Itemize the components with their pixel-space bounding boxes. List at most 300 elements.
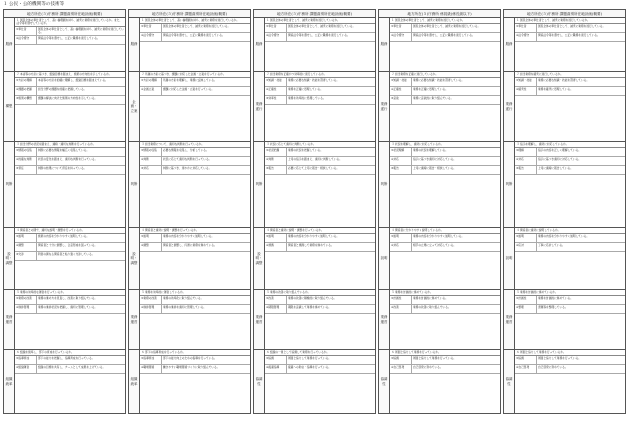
section-spacer bbox=[140, 252, 250, 289]
criterion-key: ②自己啓発 bbox=[515, 365, 537, 373]
evaluation-section bbox=[503, 72, 626, 142]
criterion-row bbox=[515, 234, 625, 243]
criterion-row bbox=[15, 36, 125, 45]
criterion-text: 必要に応じて上司に報告・相談している。 bbox=[288, 166, 340, 170]
section-body bbox=[390, 18, 500, 71]
criterion-text: 必要な情報を収集し、分析している。 bbox=[163, 148, 209, 152]
criterion-text: 業務の進め方を見直し、改善に取り組んでいる。 bbox=[38, 296, 98, 300]
section-spacer bbox=[140, 314, 250, 349]
section-label: 構想 bbox=[4, 72, 15, 141]
criterion-key: ③報告 bbox=[390, 166, 412, 174]
criterion-row bbox=[265, 87, 375, 96]
criterion-key: ①計画性 bbox=[515, 296, 537, 304]
criterion-key: ②法令遵守 bbox=[140, 33, 162, 41]
section-label: 判断 bbox=[129, 142, 140, 227]
criterion-text: 上司に適時に報告・相談している。 bbox=[413, 166, 456, 170]
section-label: 説明・調整 bbox=[4, 228, 15, 289]
criterion-key: ①業務の改善 bbox=[15, 296, 37, 304]
section-label: 判断 bbox=[504, 142, 515, 227]
criterion-text: 丁寧に応対している。 bbox=[538, 243, 565, 247]
section-spacer bbox=[265, 314, 375, 349]
criterion-text: 関係法令等を遵守し、公正に職務を遂行している。 bbox=[538, 33, 600, 37]
section-body bbox=[515, 228, 625, 289]
section-criterion: ３ 状況に応じて適切に判断しているか。 bbox=[265, 142, 375, 148]
section-spacer bbox=[390, 175, 500, 227]
section-label: 判断 bbox=[254, 142, 265, 227]
criterion-text: 業務の内容を分かりやすく説明している。 bbox=[538, 234, 590, 238]
section-spacer bbox=[15, 374, 125, 413]
section-body bbox=[15, 228, 125, 289]
criterion-text: 業務の内容を分かりやすく説明している。 bbox=[288, 234, 340, 238]
section-criterion: １ 国民全体の奉仕者として、誠実に業務を遂行しているか。 bbox=[390, 18, 500, 24]
criterion-key: ②法令遵守 bbox=[265, 33, 287, 41]
section-body bbox=[15, 350, 125, 413]
evaluation-section bbox=[378, 72, 501, 142]
criterion-key: ①協調 bbox=[265, 356, 287, 364]
criterion-key: ③意欲 bbox=[390, 96, 412, 104]
section-criterion: ４ 関係者と適切に説明・調整を行っているか。 bbox=[265, 228, 375, 234]
section-label: 業務運営 bbox=[129, 290, 140, 349]
criterion-text: 関係法令等を遵守し、公正に職務を遂行している。 bbox=[288, 33, 350, 37]
criterion-key: ①計画性 bbox=[390, 296, 412, 304]
evaluation-section bbox=[378, 18, 501, 72]
criterion-text: 国民全体の奉仕者として、誠実に業務を遂行している。 bbox=[538, 24, 606, 28]
section-label: 服務 bbox=[4, 18, 15, 71]
criterion-key: ②確実性 bbox=[515, 87, 537, 95]
section-criterion: ６ 組織を統率し、部下の育成を行っているか。 bbox=[15, 350, 125, 356]
section-criterion: １ 国民全体の奉仕者として、誠実に業務を遂行しているか。 bbox=[265, 18, 375, 24]
criterion-row bbox=[265, 296, 375, 305]
criterion-row bbox=[390, 87, 500, 96]
criterion-row bbox=[515, 157, 625, 166]
criterion-row bbox=[515, 365, 625, 374]
criterion-text: 業務の状況を把握している。 bbox=[288, 148, 323, 152]
section-spacer bbox=[15, 175, 125, 227]
criterion-key: ②応対 bbox=[515, 243, 537, 251]
section-label: 説明・調整 bbox=[254, 228, 265, 289]
criterion-row bbox=[390, 24, 500, 33]
criterion-row bbox=[15, 157, 125, 166]
criterion-key: ②調整 bbox=[15, 243, 37, 251]
criterion-row bbox=[265, 148, 375, 157]
criterion-text: 業務の進捗を適切に管理している。 bbox=[163, 305, 206, 309]
grade-column bbox=[503, 9, 626, 414]
criterion-row bbox=[390, 356, 500, 365]
evaluation-section bbox=[253, 350, 376, 414]
criterion-text: 業務を正確に処理している。 bbox=[288, 87, 323, 91]
section-spacer bbox=[15, 314, 125, 349]
criterion-key: ②判断 bbox=[265, 157, 287, 165]
criterion-row bbox=[515, 243, 625, 252]
section-spacer bbox=[15, 261, 125, 289]
section-spacer bbox=[265, 374, 375, 413]
criterion-text: 部下の能力を把握し、指導育成を行っている。 bbox=[38, 356, 95, 360]
criterion-key: ①指導育成 bbox=[15, 356, 37, 364]
section-criterion: ３ 状況を理解し、適切に対応しているか。 bbox=[390, 142, 500, 148]
criterion-text: 関係者と連携して業務を進めている。 bbox=[288, 243, 334, 247]
criterion-key: ①奉仕者 bbox=[140, 24, 162, 32]
criterion-key: ②組織運営 bbox=[15, 365, 37, 373]
criterion-key: ③責任 bbox=[15, 166, 37, 174]
section-spacer bbox=[515, 96, 625, 141]
section-spacer bbox=[515, 374, 625, 413]
criterion-row bbox=[265, 166, 375, 175]
section-label: 服務 bbox=[379, 18, 390, 71]
evaluation-section bbox=[128, 290, 251, 350]
criterion-key: ②自己啓発 bbox=[390, 365, 412, 373]
criterion-row bbox=[515, 87, 625, 96]
criterion-key: ①状況理解 bbox=[390, 148, 412, 156]
section-body bbox=[140, 350, 250, 413]
criterion-text: 相手の立場に立って対応している。 bbox=[413, 243, 456, 247]
criterion-key: ①奉仕者 bbox=[390, 24, 412, 32]
criterion-row bbox=[515, 78, 625, 87]
criterion-text: 業務の内容を分かりやすく説明している。 bbox=[413, 234, 465, 238]
criterion-row bbox=[15, 87, 125, 96]
criterion-row bbox=[390, 148, 500, 157]
criterion-text: 施策の内容を分かりやすく説明している。 bbox=[38, 234, 90, 238]
evaluation-section bbox=[3, 142, 126, 228]
section-label: 企画・立案 bbox=[129, 72, 140, 141]
column-header: 地方所在(５)庁務所 課題曲別所在地計画(概要) bbox=[3, 9, 126, 18]
evaluation-section bbox=[253, 290, 376, 350]
criterion-key: ③施策の構想 bbox=[15, 96, 37, 104]
criterion-row bbox=[15, 252, 125, 261]
section-body bbox=[265, 228, 375, 289]
section-body bbox=[140, 290, 250, 349]
criterion-row bbox=[265, 24, 375, 33]
section-spacer bbox=[390, 105, 500, 141]
evaluation-section bbox=[3, 350, 126, 414]
criterion-row bbox=[140, 33, 250, 42]
section-spacer bbox=[515, 175, 625, 227]
criterion-row bbox=[515, 24, 625, 33]
evaluation-section bbox=[253, 228, 376, 290]
evaluation-section bbox=[378, 290, 501, 350]
section-spacer bbox=[265, 252, 375, 289]
grade-column bbox=[378, 9, 501, 414]
section-label: 業務運営 bbox=[379, 290, 390, 349]
criterion-text: 業務を計画的に進めている。 bbox=[538, 296, 573, 300]
criterion-row bbox=[140, 356, 250, 365]
criterion-key: ②正確性 bbox=[390, 87, 412, 95]
criterion-text: 本省等の方針を的確に理解し、組織目標を踏まえている。 bbox=[38, 78, 108, 82]
criterion-row bbox=[515, 148, 625, 157]
criterion-text: 国民全体の奉仕者として、誠実に業務を遂行している。 bbox=[163, 24, 231, 28]
section-label: 説明 bbox=[379, 228, 390, 289]
section-body bbox=[515, 72, 625, 141]
criterion-key: ②職場環境 bbox=[140, 365, 162, 373]
criterion-row bbox=[140, 305, 250, 314]
section-body bbox=[390, 142, 500, 227]
criterion-text: 状況に応じて適切な判断を行っている。 bbox=[163, 157, 212, 161]
criterion-text: 関係者と調整し、円滑に業務を進めている。 bbox=[163, 243, 217, 247]
section-body bbox=[515, 290, 625, 349]
criterion-text: 業務を計画的に進めている。 bbox=[413, 296, 448, 300]
criterion-text: 関係者と十分に調整し、合意形成を図っている。 bbox=[38, 243, 98, 247]
criterion-row bbox=[390, 234, 500, 243]
criterion-row bbox=[265, 96, 375, 105]
section-body bbox=[140, 228, 250, 289]
criterion-key: ②調整 bbox=[140, 243, 162, 251]
criterion-text: 関係法令等を遵守し、公正に職務を遂行している。 bbox=[413, 33, 475, 37]
criterion-row bbox=[515, 305, 625, 314]
criterion-text: 業務に意欲的に取り組んでいる。 bbox=[413, 96, 454, 100]
criterion-text: 上司に適時に報告している。 bbox=[538, 166, 573, 170]
criterion-key: ②後輩指導 bbox=[265, 365, 287, 373]
section-criterion: ３ 担当業務について、適切な判断を行っているか。 bbox=[140, 142, 250, 148]
criterion-key: ①方針の理解 bbox=[140, 78, 162, 86]
criterion-text: 後輩への助言・指導を行っている。 bbox=[288, 365, 331, 369]
section-spacer bbox=[515, 314, 625, 349]
criterion-key: ②判断 bbox=[140, 157, 162, 165]
grade-column bbox=[128, 9, 251, 414]
section-criterion: ５ 業務の改善に取り組んでいるか。 bbox=[265, 290, 375, 296]
evaluation-section bbox=[503, 290, 626, 350]
criterion-row bbox=[15, 296, 125, 305]
criterion-text: 関係法令等を遵守し、公正に職務を遂行している。 bbox=[38, 36, 100, 41]
section-spacer bbox=[15, 105, 125, 141]
criterion-row bbox=[15, 166, 125, 175]
criterion-text: 周囲と協力して業務を行っている。 bbox=[288, 356, 331, 360]
criterion-text: 状況の変化を踏まえ、適切な判断を行っている。 bbox=[38, 157, 98, 161]
column-header: 地方所在(５)庁務所 課題曲別所在地計画(概要) bbox=[503, 9, 626, 18]
criterion-text: 業務の改善に積極的に取り組んでいる。 bbox=[288, 296, 337, 300]
section-body bbox=[265, 18, 375, 71]
section-criterion: ２ 担当業務を正確に遂行しているか。 bbox=[390, 72, 500, 78]
section-label: 協調性 bbox=[504, 350, 515, 413]
criterion-key: ①改善 bbox=[265, 296, 287, 304]
section-criterion: ５ 業務の効率的な運営を行っているか。 bbox=[15, 290, 125, 296]
criterion-key: ②進捗管理 bbox=[140, 305, 162, 313]
criterion-key: ②整理 bbox=[515, 305, 537, 313]
criterion-row bbox=[515, 33, 625, 42]
criterion-row bbox=[15, 305, 125, 314]
section-body bbox=[515, 18, 625, 71]
criterion-row bbox=[390, 33, 500, 42]
section-spacer bbox=[515, 252, 625, 289]
criterion-key: ②対応 bbox=[390, 157, 412, 165]
section-spacer bbox=[265, 42, 375, 71]
evaluation-section bbox=[128, 228, 251, 290]
criterion-key: ②対応 bbox=[515, 157, 537, 165]
criterion-key: ②法令遵守 bbox=[390, 33, 412, 41]
section-criterion: ３ 指示を理解し、適切に対応しているか。 bbox=[515, 142, 625, 148]
criterion-key: ①奉仕者 bbox=[515, 24, 537, 32]
criterion-key: ②法令遵守 bbox=[15, 36, 37, 44]
evaluation-section bbox=[253, 142, 376, 228]
criterion-row bbox=[140, 296, 250, 305]
criterion-key: ①情報の収集 bbox=[15, 148, 37, 156]
evaluation-section bbox=[253, 72, 376, 142]
section-criterion: ２ 本省等の方針に基づき、組織目標を踏まえ、施策の方向性を示しているか。 bbox=[15, 72, 125, 78]
criterion-text: 業務の効率化に取り組んでいる。 bbox=[163, 296, 204, 300]
section-label: 説明・調整 bbox=[129, 228, 140, 289]
evaluation-section bbox=[503, 142, 626, 228]
criterion-row bbox=[140, 234, 250, 243]
section-criterion: ４ 関係者に分かりやすく説明しているか。 bbox=[390, 228, 500, 234]
criterion-key: ①説明 bbox=[140, 234, 162, 242]
criterion-text: 国民全体の奉仕者として、高い倫理観を持ち、誠実に業務を遂行している。 bbox=[38, 27, 124, 35]
section-criterion: ４ 関係者と適切に説明・調整を行っているか。 bbox=[140, 228, 250, 234]
criterion-row bbox=[140, 87, 250, 96]
section-criterion: ２ 担当業務を確実に遂行しているか。 bbox=[515, 72, 625, 78]
section-criterion: ４ 関係者に適切に説明しているか。 bbox=[515, 228, 625, 234]
page-heading: １ 公民・公的機関等の技術等 bbox=[3, 2, 65, 7]
section-criterion: ６ 部下の指導育成を行っているか。 bbox=[140, 350, 250, 356]
criterion-key: ③報告 bbox=[265, 166, 287, 174]
section-body bbox=[390, 228, 500, 289]
section-body bbox=[265, 142, 375, 227]
section-body bbox=[15, 142, 125, 227]
section-body bbox=[15, 18, 125, 71]
section-spacer bbox=[140, 42, 250, 71]
criterion-text: 指示に基づき適切に対応している。 bbox=[413, 157, 456, 161]
evaluation-section bbox=[378, 142, 501, 228]
criterion-key: ①奉仕者 bbox=[265, 24, 287, 32]
criterion-text: 課題に対応した企画・立案を行っている。 bbox=[163, 87, 215, 91]
criterion-row bbox=[265, 234, 375, 243]
section-body bbox=[390, 290, 500, 349]
section-spacer bbox=[15, 45, 125, 71]
criterion-row bbox=[15, 78, 125, 87]
section-body bbox=[265, 290, 375, 349]
section-criterion: ４ 関係者との間で、適切な説明・調整を行っているか。 bbox=[15, 228, 125, 234]
criterion-key: ②期限管理 bbox=[265, 305, 287, 313]
criterion-row bbox=[265, 305, 375, 314]
criterion-row bbox=[515, 356, 625, 365]
criterion-row bbox=[265, 157, 375, 166]
criterion-text: 業務に必要な知識・技能を習得している。 bbox=[413, 78, 465, 82]
criterion-row bbox=[390, 157, 500, 166]
criterion-row bbox=[390, 78, 500, 87]
section-spacer bbox=[265, 175, 375, 227]
criterion-key: ③報告 bbox=[515, 166, 537, 174]
criterion-row bbox=[140, 24, 250, 33]
criterion-row bbox=[390, 305, 500, 314]
criterion-key: ①説明 bbox=[390, 234, 412, 242]
criterion-row bbox=[390, 243, 500, 252]
evaluation-section bbox=[128, 18, 251, 72]
criterion-text: 業務の進捗状況を把握し、適切に管理している。 bbox=[38, 305, 98, 309]
column-header: 地方所在(５)庁務所 課題曲別所在地計画(概要) bbox=[128, 9, 251, 18]
criterion-row bbox=[265, 243, 375, 252]
section-label: 業務遂行 bbox=[504, 72, 515, 141]
criterion-key: ③交渉 bbox=[15, 252, 37, 260]
section-body bbox=[390, 72, 500, 141]
section-criterion: ５ 業務を計画的に進めているか。 bbox=[515, 290, 625, 296]
criterion-text: 担当分野の課題を的確に把握している。 bbox=[38, 87, 87, 91]
criterion-text: 書類等を整理している。 bbox=[538, 305, 568, 309]
criterion-key: ②課題の把握 bbox=[15, 87, 37, 95]
criterion-row bbox=[265, 356, 375, 365]
section-spacer bbox=[390, 374, 500, 413]
evaluation-section bbox=[128, 72, 251, 142]
section-criterion: ６ 組織の一員として協調して業務を行っているか。 bbox=[265, 350, 375, 356]
criterion-row bbox=[390, 96, 500, 105]
evaluation-section bbox=[128, 142, 251, 228]
section-label: 判断 bbox=[4, 142, 15, 227]
section-spacer bbox=[390, 252, 500, 289]
evaluation-section bbox=[253, 18, 376, 72]
criterion-text: 課題の解決に向けた施策の方向性を示している。 bbox=[38, 96, 98, 100]
criterion-key: ①知識・技能 bbox=[515, 78, 537, 86]
grade-column bbox=[3, 9, 126, 414]
section-label: 業務遂行 bbox=[254, 72, 265, 141]
section-label: 服務 bbox=[504, 18, 515, 71]
section-label: 業務遂行 bbox=[379, 72, 390, 141]
section-spacer bbox=[515, 42, 625, 71]
criterion-key: ②改善 bbox=[390, 305, 412, 313]
criterion-row bbox=[140, 78, 250, 87]
criterion-text: 国民全体の奉仕者として、誠実に業務を遂行している。 bbox=[413, 24, 481, 28]
section-label: 協調性 bbox=[254, 350, 265, 413]
section-criterion: ２ 所属の方針に基づき、課題に対応した企画・立案を行っているか。 bbox=[140, 72, 250, 78]
criterion-text: 判断に必要な情報を幅広く収集している。 bbox=[38, 148, 90, 152]
evaluation-section bbox=[503, 350, 626, 414]
evaluation-section bbox=[378, 228, 501, 290]
criterion-text: 業務の改善に取り組んでいる。 bbox=[413, 305, 451, 309]
criterion-row bbox=[140, 365, 250, 374]
criterion-text: 期限を意識して業務を進めている。 bbox=[288, 305, 331, 309]
column-header: 地方所在(５)庁務所 係員級(係長級以下) bbox=[378, 9, 501, 18]
section-body bbox=[515, 350, 625, 413]
section-body bbox=[15, 72, 125, 141]
criterion-key: ②進捗管理 bbox=[15, 305, 37, 313]
criterion-key: ③対応 bbox=[140, 166, 162, 174]
criterion-key: ②対応 bbox=[390, 243, 412, 251]
section-label: 組織統率 bbox=[129, 350, 140, 413]
criterion-text: 所属の方針を理解し、業務に反映している。 bbox=[163, 78, 217, 82]
criterion-text: 働きやすい職場環境づくりに取り組んでいる。 bbox=[163, 365, 220, 369]
section-criterion: １ 国民全体の奉仕者として、誠実に業務を遂行しているか。 bbox=[515, 18, 625, 24]
section-body bbox=[15, 290, 125, 349]
criterion-row bbox=[265, 78, 375, 87]
section-body bbox=[140, 18, 250, 71]
criterion-key: ①情報の収集 bbox=[140, 148, 162, 156]
section-spacer bbox=[140, 175, 250, 227]
criterion-row bbox=[15, 365, 125, 374]
criterion-text: 業務を確実に処理している。 bbox=[538, 87, 573, 91]
section-criterion: ５ 業務を効率的に運営しているか。 bbox=[140, 290, 250, 296]
evaluation-grid bbox=[3, 9, 627, 414]
criterion-row bbox=[390, 296, 500, 305]
section-criterion: ５ 業務を計画的に進めているか。 bbox=[390, 290, 500, 296]
section-label: 業務運営 bbox=[254, 290, 265, 349]
criterion-row bbox=[15, 243, 125, 252]
criterion-row bbox=[15, 96, 125, 105]
criterion-row bbox=[265, 365, 375, 374]
criterion-text: 業務を効率的に処理している。 bbox=[288, 96, 326, 100]
criterion-row bbox=[15, 27, 125, 36]
criterion-key: ①奉仕者 bbox=[15, 27, 37, 35]
criterion-row bbox=[390, 365, 500, 374]
criterion-key: ①状況把握 bbox=[265, 148, 287, 156]
evaluation-section bbox=[128, 350, 251, 414]
criterion-text: 上司の指示を踏まえ、適切に判断している。 bbox=[288, 157, 342, 161]
section-criterion: ３ 担当分野の状況を踏まえ、適時・適切な判断を行っているか。 bbox=[15, 142, 125, 148]
criterion-key: ①説明 bbox=[515, 234, 537, 242]
evaluation-section bbox=[3, 228, 126, 290]
column-header: 地方所在(５)庁務所 課題曲別所在地計画(概要) bbox=[253, 9, 376, 18]
section-body bbox=[140, 72, 250, 141]
section-label: 業務運営 bbox=[4, 290, 15, 349]
criterion-key: ①業務の改善 bbox=[140, 296, 162, 304]
criterion-text: 指示の内容を正しく理解している。 bbox=[538, 148, 581, 152]
section-label: 組織統率 bbox=[4, 350, 15, 413]
section-spacer bbox=[140, 96, 250, 141]
section-spacer bbox=[390, 42, 500, 71]
